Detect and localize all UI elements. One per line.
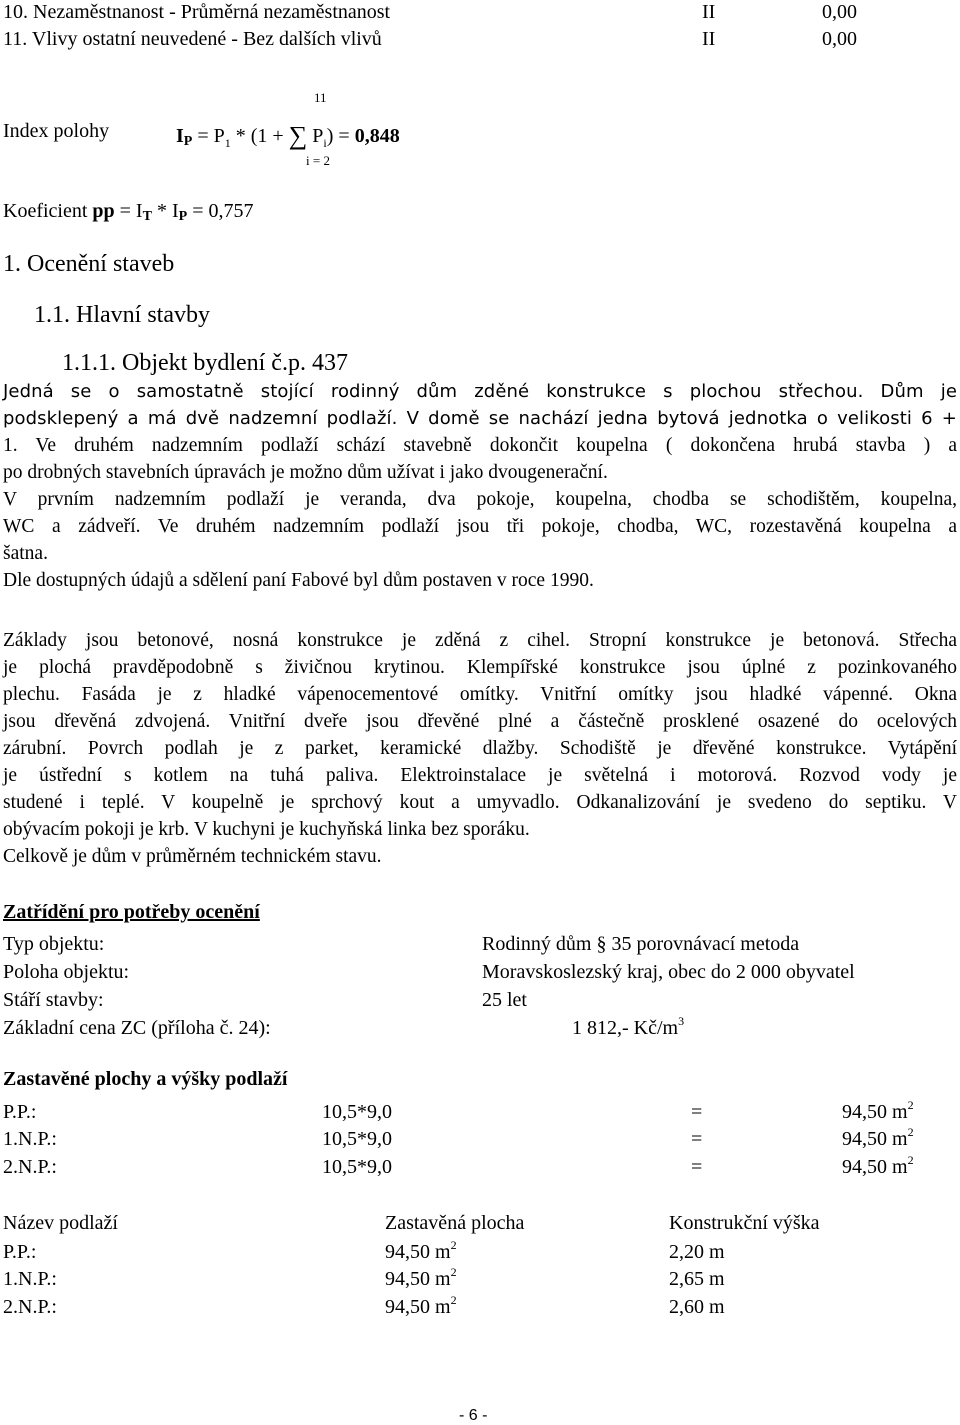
heights-header-height: Konstrukční výška [669, 1212, 820, 1234]
height-value: 2,60 m [669, 1296, 725, 1318]
index-label: Index polohy [3, 120, 110, 142]
class-label-type: Typ objektu: [3, 933, 105, 955]
classification-title: Zatřídění pro potřeby ocenění [3, 901, 260, 923]
base-price-label: Základní cena ZC (příloha č. 24): [3, 1017, 271, 1039]
heading-level-2: 1.1. Hlavní stavby [34, 302, 210, 328]
area-floor: 1.N.P.: [3, 1128, 57, 1150]
height-area: 94,50 $m^2$ [385, 1238, 457, 1263]
area-formula: 10,5*9,0 [322, 1156, 392, 1178]
heights-header-floor: Název podlaží [3, 1212, 118, 1234]
class-value-age: 25 let [482, 989, 527, 1011]
class-value-type: Rodinný dům § 35 porovnávací metoda [482, 933, 800, 955]
area-value: 94,50 $m^2$ [842, 1098, 914, 1123]
construction-paragraph: Základy jsou betonové, nosná konstrukce je zděná z cihel. Stropní konstrukce je betonová. Střecha je plochá pravděpodobně s živičnou krytinou. Klempířské konstrukce jsou úplné z pozinkovaného plechu. Fasáda je z hladké vápenocementové omítky. Vnitřní omítky jsou hladké vápenné. Okna jsou dřevěná zdvojená. Vnitřní dveře jsou dřevěné plné a částečně prosklené osazené do ocelových zárubní. Povrch podlah je z parket, keramické dlažby. Schodiště je dřevěné konstrukce. Vytápění je ústřední s kotlem na tuhá paliva. Elektroinstalace je světelná i motorová. Rozvod vody je studené i teplé. V koupelně je sprchový kout a umyvadlo. Odkanalizování je svedeno do septiku. V obývacím pokoji je krb. V kuchyni je kuchyňská linka bez sporáku. Celkově je dům v průměrném technickém stavu. [3, 627, 957, 870]
heading-level-1: 1. Ocenění staveb [3, 251, 175, 277]
area-formula: 10,5*9,0 [322, 1128, 392, 1150]
area-floor: P.P.: [3, 1101, 37, 1123]
coefficient-line: Koeficient pp = IT * IP = 0,757 [3, 200, 254, 224]
summary-sentence: Celkově je dům v průměrném technickém stavu. [3, 846, 382, 867]
factor-value-10: 0,00 [822, 1, 857, 23]
factor-row-11: 11. Vlivy ostatní neuvedené - Bez dalších vlivů [3, 28, 382, 50]
height-value: 2,65 m [669, 1268, 725, 1290]
base-price-value: 1 812,- $Kč/m^3$ [572, 1014, 685, 1039]
height-area: 94,50 $m^2$ [385, 1265, 457, 1290]
description-paragraph: Jedná se o samostatně stojící rodinný dům zděné konstrukce s plochou střechou. Dům je podsklepený a má dvě nadzemní podlaží. V domě se nachází jedna bytová jednotka o velikosti 6 + 1. Ve druhém nadzemním podlaží schází stavebně dokončit koupelna ( dokončena hrubá stavba ) a po drobných stavebních úpravách je možno dům užívat i jako dvougenerační. V prvním nadzemním podlaží je veranda, dva pokoje, koupelna, chodba se schodištěm, koupelna, WC a zádveří. Ve druhém nadzemním podlaží jsou tři pokoje, chodba, WC, rozestavěná koupelna a šatna. Dle dostupných údajů a sdělení paní Fabové byl dům postaven v roce 1990. [3, 381, 957, 591]
factor-class-10: II [702, 1, 716, 23]
height-area: 94,50 $m^2$ [385, 1293, 457, 1318]
factor-class-11: II [702, 28, 716, 50]
area-value: 94,50 $m^2$ [842, 1125, 914, 1150]
sum-upper-limit: 11 [314, 90, 327, 105]
heading-level-3: 1.1.1. Objekt bydlení č.p. 437 [62, 350, 348, 376]
height-floor: P.P.: [3, 1241, 37, 1263]
area-equals: = [691, 1128, 703, 1150]
area-equals: = [691, 1156, 703, 1178]
index-formula: IP = $P_1 * (1$ + ∑ $P_i) = 0,848$ [176, 121, 400, 150]
class-label-age: Stáří stavby: [3, 989, 104, 1011]
sum-lower-limit: i = 2 [306, 153, 330, 168]
height-floor: 1.N.P.: [3, 1268, 57, 1290]
heights-header-area: Zastavěná plocha [385, 1212, 525, 1234]
area-equals: = [691, 1101, 703, 1123]
class-label-location: Poloha objektu: [3, 961, 130, 983]
factor-row-10: 10. Nezaměstnanost - Průměrná nezaměstnanost [3, 1, 391, 23]
areas-title: Zastavěné plochy a výšky podlaží [3, 1068, 288, 1090]
height-value: 2,20 m [669, 1241, 725, 1263]
class-value-location: Moravskoslezský kraj, obec do 2 000 obyvatel [482, 961, 855, 983]
height-floor: 2.N.P.: [3, 1296, 57, 1318]
factor-value-11: 0,00 [822, 28, 857, 50]
sigma-symbol: ∑ [288, 121, 308, 150]
area-formula: 10,5*9,0 [322, 1101, 392, 1123]
page-number: - 6 - [459, 1407, 488, 1424]
area-value: 94,50 $m^2$ [842, 1153, 914, 1178]
area-floor: 2.N.P.: [3, 1156, 57, 1178]
